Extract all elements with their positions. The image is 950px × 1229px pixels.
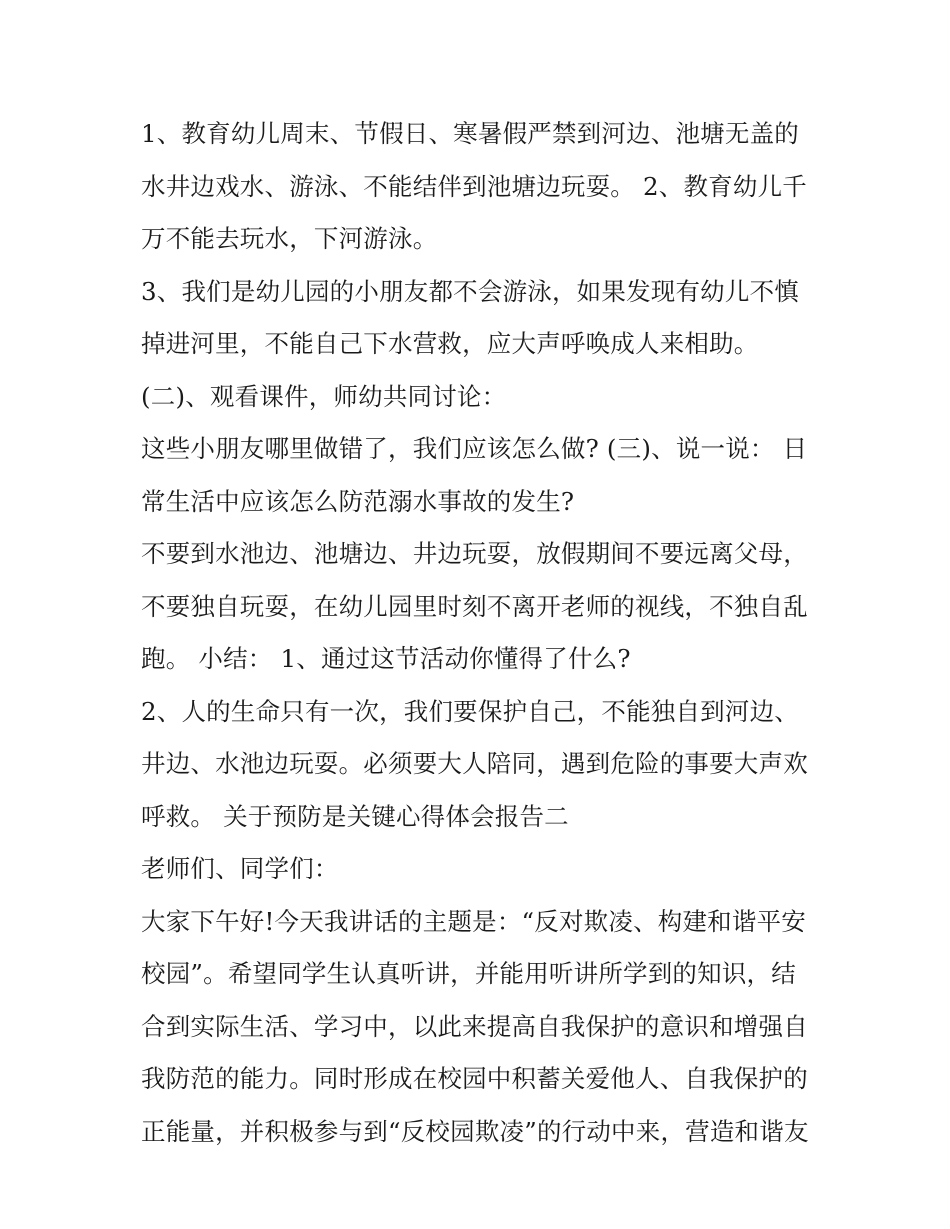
paragraph: 1、教育幼儿周末、节假日、寒暑假严禁到河边、池塘无盖的水井边戏水、游泳、不能结伴到池塘边玩耍。 2、教育幼儿千万不能去玩水，下河游泳。 xyxy=(141,119,807,253)
paragraph: (二)、观看课件，师幼共同讨论： xyxy=(141,381,507,411)
document-body xyxy=(141,108,816,1158)
paragraph: 这些小朋友哪里做错了，我们应该怎么做? (三)、说一说： 日常生活中应该怎么防范溺水事故的发生? xyxy=(141,434,808,516)
paragraph: 2、人的生命只有一次，我们要保护自己，不能独自到河边、井边、水池边玩耍。必须要大人陪同，遇到危险的事要大声欢呼救。 关于预防是关键心得体会报告二 xyxy=(141,696,808,831)
paragraph: 3、我们是幼儿园的小朋友都不会游泳，如果发现有幼儿不慎掉进河里，不能自己下水营救，应大声呼唤成人来相助。 xyxy=(141,276,799,358)
paragraph: 老师们、同学们： xyxy=(141,854,339,883)
paragraph: 不要到水池边、池塘边、井边玩耍，放假期间不要远离父母，不要独自玩耍，在幼儿园里时刻不离开老师的视线，不独自乱跑。 小结： 1、通过这节活动你懂得了什么? xyxy=(141,539,808,673)
paragraph: 大家下午好!今天我讲话的主题是：“反对欺凌、构建和谐平安校园”。希望同学生认真听讲，并能用听讲所学到的知识，结合到实际生活、学习中，以此来提高自我保护的意识和增强自我防范的能力。同时形成在校园中积蓄关爱他人、自我保护的正能量，并积极参与到“反校园欺凌”的行动中来，营造和谐友 xyxy=(141,906,809,1146)
